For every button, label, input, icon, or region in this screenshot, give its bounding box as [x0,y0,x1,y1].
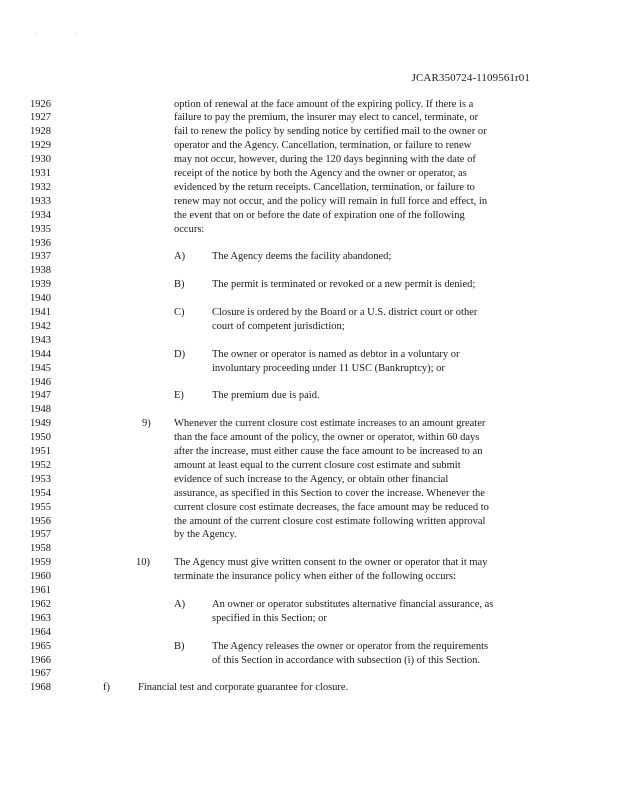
line-text: after the increase, must either cause the face amount to be increased to an [174,446,483,457]
document-line [0,389,618,403]
document-line [0,459,618,473]
document-line [0,98,618,112]
line-number: 1930 [30,154,51,166]
document-line [0,292,618,306]
line-number: 1935 [30,223,51,235]
document-line [0,431,618,445]
document-line [0,209,618,223]
line-text: Whenever the current closure cost estimate increases to an amount greater [174,418,486,430]
document-line [0,667,618,681]
line-number: 1966 [30,654,51,666]
document-line [0,278,618,292]
document-line [0,417,618,431]
document-line [0,584,618,598]
line-text: specified in this Section; or [212,612,327,624]
line-number: 1954 [30,487,51,499]
item-label: A) [174,251,186,263]
document-line [0,640,618,654]
document-line [0,320,618,334]
document-line [0,654,618,668]
line-text: evidence of such increase to the Agency, or obtain other financial [174,473,449,485]
document-line [0,626,618,640]
line-number: 1951 [30,446,51,457]
document-line [0,515,618,529]
line-number: 1937 [30,251,51,263]
item-label: C) [174,307,185,318]
line-text: The Agency deems the facility abandoned; [212,251,392,263]
line-number: 1941 [30,307,51,318]
document-line [0,403,618,417]
line-text: failure to pay the premium, the insurer may elect to cancel, terminate, or [174,112,479,124]
document-line [0,167,618,181]
line-number: 1938 [30,265,51,277]
document-line [0,556,618,570]
line-text: option of renewal at the face amount of the expiring policy. If there is a [174,98,474,110]
line-text: assurance, as specified in this Section to cover the increase. Whenever the [174,487,485,499]
line-number: 1958 [30,543,51,555]
line-number: 1962 [30,598,51,610]
line-number: 1952 [30,459,51,471]
line-number: 1965 [30,640,51,652]
document-line [0,139,618,153]
line-text: evidenced by the return receipts. Cancellation, termination, or failure to [174,181,475,193]
item-label: B) [174,279,185,291]
document-line [0,264,618,278]
scan-specks: . . [36,30,95,36]
line-text: the amount of the current closure cost estimate following written approval [174,515,486,527]
document-line [0,445,618,459]
line-number: 1942 [30,320,51,332]
document-line [0,111,618,125]
document-line [0,473,618,487]
document-line [0,501,618,515]
line-text: terminate the insurance policy when either of the following occurs: [174,571,456,583]
line-number: 1964 [30,626,51,638]
line-number: 1936 [30,237,51,249]
document-line [0,153,618,167]
item-label: 10) [136,557,150,569]
document-line [0,612,618,626]
line-number: 1960 [30,571,51,583]
line-number: 1928 [30,126,51,138]
document-line [0,487,618,501]
line-text: The owner or operator is named as debtor in a voluntary or [212,348,460,360]
line-text: current closure cost estimate decreases, the face amount may be reduced to [174,501,489,513]
line-number: 1961 [30,585,51,596]
line-number: 1929 [30,140,51,152]
item-label: B) [174,640,185,652]
line-number: 1927 [30,112,51,124]
item-label: 9) [142,418,151,430]
document-line [0,334,618,348]
line-text: the event that on or before the date of expiration one of the following [174,209,465,221]
document-line [0,125,618,139]
line-number: 1948 [30,404,51,416]
line-number: 1968 [30,682,51,694]
line-number: 1940 [30,293,51,305]
line-text: amount at least equal to the current closure cost estimate and submit [174,459,461,471]
document-line [0,598,618,612]
document-line [0,681,618,695]
line-text: occurs: [174,223,205,235]
line-text: The Agency releases the owner or operator from the requirements [212,640,489,652]
line-number: 1955 [30,501,51,513]
item-label: D) [174,348,186,360]
line-text: court of competent jurisdiction; [212,320,345,332]
line-number: 1949 [30,418,51,430]
line-number: 1933 [30,195,51,207]
line-number: 1944 [30,348,51,360]
line-number: 1946 [30,376,51,388]
line-text: by the Agency. [174,529,237,541]
line-number: 1953 [30,473,51,485]
line-text: may not occur, however, during the 120 days beginning with the date of [174,154,476,166]
line-text: of this Section in accordance with subsection (i) of this Section. [212,654,480,666]
document-line [0,348,618,362]
document-line [0,376,618,390]
line-text: receipt of the notice by both the Agency and the owner or operator, as [174,168,467,179]
line-number: 1945 [30,362,51,374]
line-text: An owner or operator substitutes alternative financial assurance, as [212,598,494,610]
line-number: 1967 [30,668,51,680]
line-number: 1957 [30,529,51,541]
document-line [0,362,618,376]
line-number: 1950 [30,432,51,444]
line-text: The Agency must give written consent to the owner or operator that it may [174,557,488,569]
document-id: JCAR350724-1109561r01 [411,72,530,84]
document-line [0,306,618,320]
line-number: 1959 [30,557,51,569]
document-line [0,195,618,209]
item-label: E) [174,390,184,402]
document-line [0,570,618,584]
line-text: The permit is terminated or revoked or a new permit is denied; [212,279,476,291]
line-number: 1926 [30,98,51,110]
line-number: 1934 [30,209,51,221]
line-text: renew may not occur, and the policy will remain in full force and effect, in [174,195,488,207]
line-number: 1943 [30,334,51,346]
item-label: A) [174,598,186,610]
line-text: involuntary proceeding under 11 USC (Bankruptcy); or [212,362,445,374]
item-label: f) [103,682,110,694]
document-line [0,542,618,556]
document-line [0,181,618,195]
line-number: 1947 [30,390,51,402]
line-text: Financial test and corporate guarantee for closure. [138,682,349,694]
document-line [0,250,618,264]
line-text: operator and the Agency. Cancellation, termination, or failure to renew [174,140,472,152]
line-number: 1956 [30,515,51,527]
line-number: 1932 [30,181,51,193]
document-line [0,223,618,237]
line-text: fail to renew the policy by sending notice by certified mail to the owner or [174,126,487,138]
line-number: 1931 [30,168,51,179]
line-text: than the face amount of the policy, the owner or operator, within 60 days [174,432,480,444]
line-text: The premium due is paid. [212,390,320,402]
line-text: Closure is ordered by the Board or a U.S. district court or other [212,307,478,318]
line-number: 1939 [30,279,51,291]
document-line [0,237,618,251]
line-number: 1963 [30,612,51,624]
document-line [0,528,618,542]
